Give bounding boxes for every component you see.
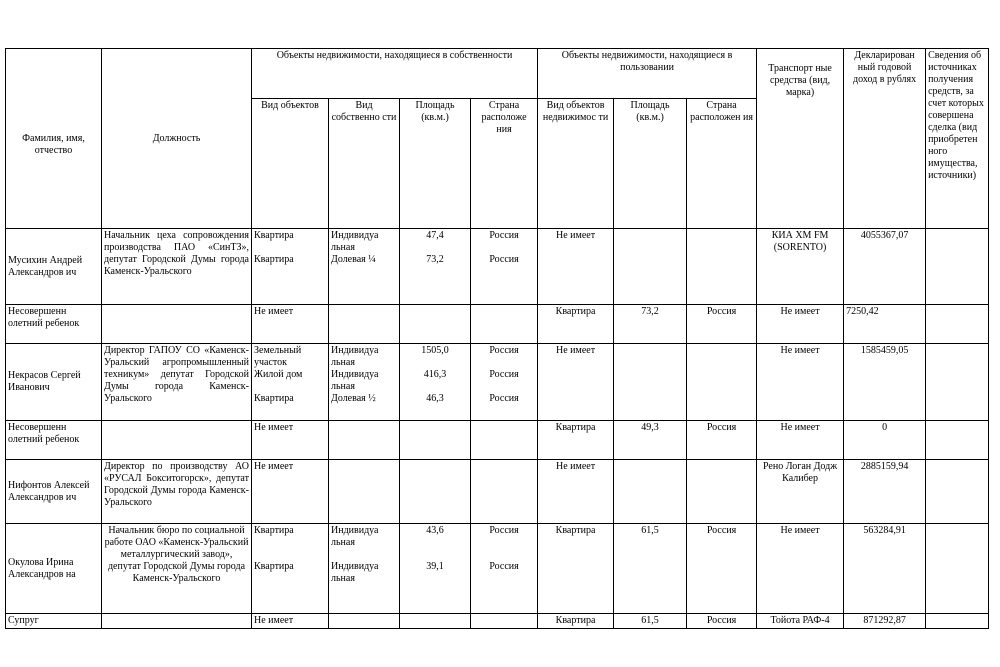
cell-owned-area — [400, 460, 471, 524]
cell-owned-country — [471, 460, 538, 524]
cell-used-type: Квартира — [538, 421, 614, 460]
table-row — [6, 229, 989, 305]
cell-position: Директор по производству АО «РУСАЛ Бокситогорск», депутат Городской Думы города Каменск-Уральского — [102, 460, 252, 524]
cell-income: 563284,91 — [844, 524, 926, 614]
cell-used-type: Не имеет — [538, 344, 614, 421]
table-row — [6, 421, 989, 460]
owned-country-value: Россия — [489, 369, 519, 380]
cell-used-country: Россия — [687, 524, 757, 614]
owned-area-value: 46,3 — [426, 393, 444, 404]
table-row — [6, 344, 989, 421]
cell-owned-type: Не имеет — [252, 421, 329, 460]
cell-income: 0 — [844, 421, 926, 460]
header-income: Декларирован ный годовой доход в рублях — [844, 49, 926, 229]
header-used-type: Вид объектов недвижимос ти — [538, 99, 614, 229]
owned-area-value: 43,6 — [426, 525, 444, 536]
cell-owned-area — [400, 524, 471, 614]
header-owned-group: Объекты недвижимости, находящиеся в собственности — [252, 49, 538, 99]
cell-used-area — [614, 460, 687, 524]
cell-transport: Не имеет — [757, 305, 844, 344]
owned-ownership-value: Долевая ½ — [331, 393, 376, 404]
table-row — [6, 305, 989, 344]
owned-country-value: Россия — [489, 345, 519, 356]
cell-used-area — [614, 344, 687, 421]
cell-owned-area — [400, 614, 471, 629]
cell-owned-ownership — [329, 614, 400, 629]
owned-area-value: 416,3 — [423, 369, 447, 380]
owned-area-value: 1505,0 — [421, 345, 449, 356]
cell-fio: Супруг — [6, 614, 102, 629]
cell-transport: Не имеет — [757, 344, 844, 421]
cell-sources — [926, 344, 989, 421]
cell-owned-type — [252, 344, 329, 421]
cell-fio: Мусихин Андрей Александров ич — [6, 229, 102, 305]
cell-position — [102, 614, 252, 629]
header-owned-country: Страна расположе ния — [471, 99, 538, 229]
cell-used-type: Квартира — [538, 305, 614, 344]
cell-owned-ownership — [329, 524, 400, 614]
owned-area-value: 47,4 — [426, 230, 444, 241]
cell-used-country — [687, 229, 757, 305]
cell-owned-area — [400, 344, 471, 421]
cell-used-type: Не имеет — [538, 229, 614, 305]
cell-used-area: 61,5 — [614, 524, 687, 614]
header-used-country: Страна расположен ия — [687, 99, 757, 229]
cell-used-country: Россия — [687, 421, 757, 460]
cell-position — [102, 421, 252, 460]
owned-country-value: Россия — [489, 525, 519, 536]
cell-position: Директор ГАПОУ СО «Каменск-Уральский агропромышленный техникум» депутат Городской Думы города Каменск-Уральского — [102, 344, 252, 421]
cell-fio: Окулова Ирина Александров на — [6, 524, 102, 614]
owned-area-value: 73,2 — [426, 254, 444, 265]
table-row — [6, 614, 989, 629]
owned-type-value: Квартира — [254, 561, 294, 572]
cell-transport: КИА ХМ FM (SORENTO) — [757, 229, 844, 305]
header-used-group: Объекты недвижимости, находящиеся в пользовании — [538, 49, 757, 99]
cell-sources — [926, 460, 989, 524]
header-position: Должность — [102, 49, 252, 229]
cell-income: 1585459,05 — [844, 344, 926, 421]
header-used-area: Площадь (кв.м.) — [614, 99, 687, 229]
cell-owned-type — [252, 524, 329, 614]
owned-ownership-value: Индивидуа льная — [331, 525, 379, 548]
owned-type-value: Земельный участок — [254, 345, 302, 368]
cell-sources — [926, 614, 989, 629]
cell-transport: Рено Логан Додж Калибер — [757, 460, 844, 524]
owned-ownership-value: Индивидуа льная — [331, 345, 379, 368]
cell-owned-country — [471, 614, 538, 629]
cell-transport: Тойота РАФ-4 — [757, 614, 844, 629]
owned-type-value: Квартира — [254, 254, 294, 265]
cell-used-country: Россия — [687, 614, 757, 629]
cell-sources — [926, 305, 989, 344]
owned-ownership-value: Индивидуа льная — [331, 561, 379, 584]
header-fio: Фамилия, имя, отчество — [6, 49, 102, 229]
header-owned-ownership: Вид собственно сти — [329, 99, 400, 229]
owned-area-value: 39,1 — [426, 561, 444, 572]
cell-fio: Нифонтов Алексей Александров ич — [6, 460, 102, 524]
cell-owned-country — [471, 344, 538, 421]
owned-ownership-value: Индивидуа льная — [331, 230, 379, 253]
owned-type-value: Квартира — [254, 393, 294, 404]
cell-owned-country — [471, 305, 538, 344]
header-sources: Сведения об источниках получения средств, за счет которых совершена сделка (вид приобретен ного имущества, источники) — [926, 49, 989, 229]
cell-owned-type — [252, 229, 329, 305]
cell-fio: Несовершенн олетний ребенок — [6, 421, 102, 460]
cell-fio: Несовершенн олетний ребенок — [6, 305, 102, 344]
cell-fio: Некрасов Сергей Иванович — [6, 344, 102, 421]
cell-used-country: Россия — [687, 305, 757, 344]
cell-used-country — [687, 344, 757, 421]
cell-owned-ownership — [329, 344, 400, 421]
cell-transport: Не имеет — [757, 524, 844, 614]
cell-owned-area — [400, 229, 471, 305]
cell-owned-ownership — [329, 421, 400, 460]
cell-sources — [926, 524, 989, 614]
cell-owned-country — [471, 524, 538, 614]
cell-owned-type: Не имеет — [252, 614, 329, 629]
owned-country-value: Россия — [489, 230, 519, 241]
header-owned-type: Вид объектов — [252, 99, 329, 229]
cell-owned-area — [400, 305, 471, 344]
cell-used-type: Квартира — [538, 614, 614, 629]
cell-owned-area — [400, 421, 471, 460]
cell-sources — [926, 229, 989, 305]
owned-ownership-value: Долевая ¼ — [331, 254, 376, 265]
cell-owned-ownership — [329, 229, 400, 305]
owned-type-value: Квартира — [254, 230, 294, 241]
cell-used-area: 73,2 — [614, 305, 687, 344]
cell-owned-country — [471, 421, 538, 460]
cell-income: 871292,87 — [844, 614, 926, 629]
cell-used-country — [687, 460, 757, 524]
cell-owned-country — [471, 229, 538, 305]
cell-owned-type: Не имеет — [252, 460, 329, 524]
cell-used-type: Не имеет — [538, 460, 614, 524]
header-transport: Транспорт ные средства (вид, марка) — [757, 49, 844, 229]
cell-transport: Не имеет — [757, 421, 844, 460]
cell-income: 4055367,07 — [844, 229, 926, 305]
cell-position — [102, 305, 252, 344]
owned-country-value: Россия — [489, 393, 519, 404]
cell-used-area: 49,3 — [614, 421, 687, 460]
cell-position: Начальник цеха сопровождения производства ПАО «СинТЗ», депутат Городской Думы города Каменск-Уральского — [102, 229, 252, 305]
cell-used-type: Квартира — [538, 524, 614, 614]
table-row — [6, 460, 989, 524]
owned-country-value: Россия — [489, 254, 519, 265]
owned-country-value: Россия — [489, 561, 519, 572]
table-row — [6, 524, 989, 614]
cell-used-area: 61,5 — [614, 614, 687, 629]
owned-ownership-value: Индивидуа льная — [331, 369, 379, 392]
header-owned-area: Площадь (кв.м.) — [400, 99, 471, 229]
cell-used-area — [614, 229, 687, 305]
cell-owned-ownership — [329, 460, 400, 524]
cell-income: 7250,42 — [844, 305, 926, 344]
cell-owned-type: Не имеет — [252, 305, 329, 344]
cell-sources — [926, 421, 989, 460]
declaration-table — [5, 48, 989, 629]
owned-type-value: Квартира — [254, 525, 294, 536]
cell-owned-ownership — [329, 305, 400, 344]
owned-type-value: Жилой дом — [254, 369, 303, 380]
cell-income: 2885159,94 — [844, 460, 926, 524]
cell-position: Начальник бюро по социальной работе ОАО «Каменск-Уральский металлургический завод», депутат Городской Думы города Каменск-Уральского — [102, 524, 252, 614]
